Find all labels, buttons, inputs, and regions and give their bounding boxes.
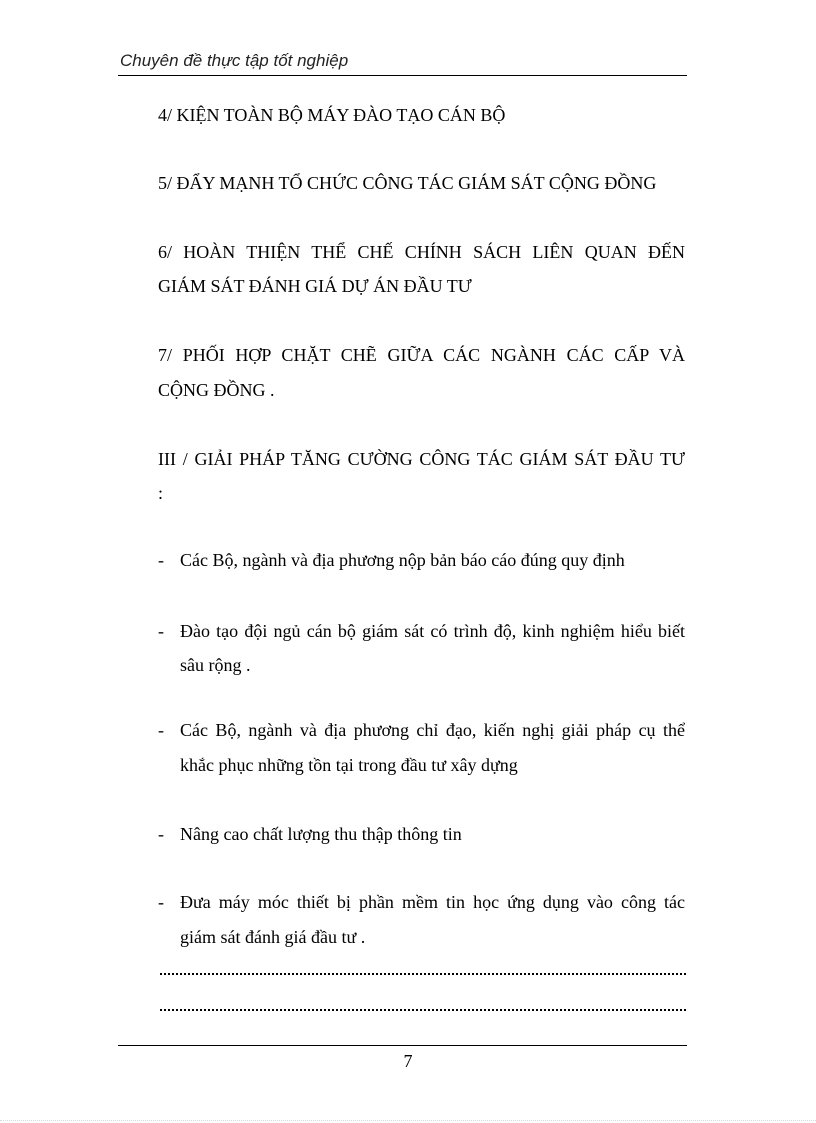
bullet-2-line-1: Đào tạo đội ngủ cán bộ giám sát có trình độ, kinh nghiệm hiểu biết xyxy=(180,621,685,641)
footer-rule xyxy=(118,1045,687,1046)
heading-5: 5/ ĐẨY MẠNH TỔ CHỨC CÔNG TÁC GIÁM SÁT CỘNG ĐỒNG xyxy=(158,173,657,193)
bullet-1-line-1: Các Bộ, ngành và địa phương nộp bản báo cáo đúng quy định xyxy=(180,550,625,570)
bullet-marker: - xyxy=(158,621,164,641)
bullet-marker: - xyxy=(158,550,164,570)
section-heading-3-line-1: III / GIẢI PHÁP TĂNG CƯỜNG CÔNG TÁC GIÁM SÁT ĐẦU TƯ xyxy=(158,449,685,469)
bullet-3-line-1: Các Bộ, ngành và địa phương chỉ đạo, kiến nghị giải pháp cụ thể xyxy=(180,720,685,740)
bullet-5-line-1: Đưa máy móc thiết bị phần mềm tin học ứng dụng vào công tác xyxy=(180,892,685,912)
heading-6-line-2: GIÁM SÁT ĐÁNH GIÁ DỰ ÁN ĐẦU TƯ xyxy=(158,276,472,296)
heading-7-line-1: 7/ PHỐI HỢP CHẶT CHẼ GIỮA CÁC NGÀNH CÁC CẤP VÀ xyxy=(158,345,685,365)
header-rule xyxy=(118,75,687,76)
bullet-marker: - xyxy=(158,824,164,844)
bullet-2-line-2: sâu rộng . xyxy=(180,655,251,675)
bullet-3-line-2: khắc phục những tồn tại trong đầu tư xây dựng xyxy=(180,755,518,775)
page-edge-dots xyxy=(0,1120,816,1121)
dotted-fill-line xyxy=(160,973,686,975)
heading-6-line-1: 6/ HOÀN THIỆN THỂ CHẾ CHÍNH SÁCH LIÊN QUAN ĐẾN xyxy=(158,242,685,262)
header-title: Chuyên đề thực tập tốt nghiệp xyxy=(120,51,349,70)
bullet-4-line-1: Nâng cao chất lượng thu thập thông tin xyxy=(180,824,462,844)
dotted-fill-line xyxy=(160,1009,686,1011)
section-heading-3-line-2: : xyxy=(158,483,164,503)
heading-7-line-2: CỘNG ĐỒNG . xyxy=(158,380,275,400)
bullet-marker: - xyxy=(158,892,164,912)
page-number: 7 xyxy=(403,1051,413,1071)
bullet-5-line-2: giám sát đánh giá đầu tư . xyxy=(180,927,366,947)
heading-4: 4/ KIỆN TOÀN BỘ MÁY ĐÀO TẠO CÁN BỘ xyxy=(158,105,506,125)
bullet-marker: - xyxy=(158,720,164,740)
